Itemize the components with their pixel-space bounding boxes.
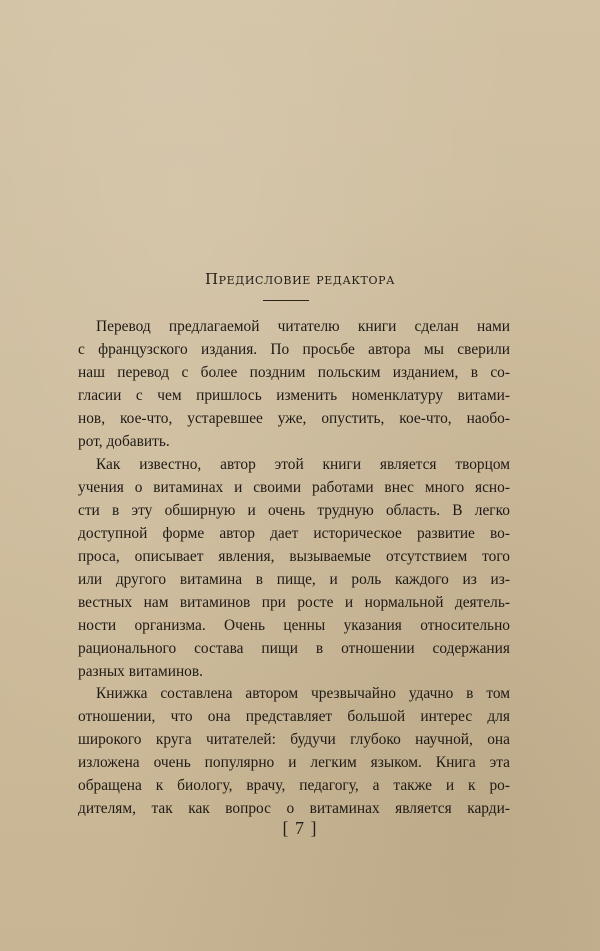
text-line: Книжка составлена автором чрезвычайно удачно в том xyxy=(96,685,510,702)
text-line: обращена к биологу, врачу, педагогу, а также и к ро- xyxy=(78,777,510,794)
text-line: доступной форме автор дает историческое развитие во- xyxy=(78,525,510,542)
text-line: нов, кое-что, устаревшее уже, опустить, кое-что, наобо- xyxy=(78,410,510,427)
text-line: гласии с чем пришлось изменить номенклатуру витами- xyxy=(78,387,510,404)
text-line: ности организма. Очень ценны указания относительно xyxy=(78,617,510,634)
text-line: учения о витаминах и своими работами внес много ясно- xyxy=(78,479,510,496)
text-line: с французского издания. По просьбе автора мы сверили xyxy=(78,341,510,358)
chapter-heading: Предисловие редактора xyxy=(204,270,396,288)
text-line: наш перевод с более поздним польским изданием, в со- xyxy=(78,364,510,381)
text-line: сти в эту обширную и очень трудную область. В легко xyxy=(78,502,510,519)
text-line: Как известно, автор этой книги является творцом xyxy=(96,456,510,473)
paragraph-1 xyxy=(78,315,510,453)
paragraph-3 xyxy=(78,682,510,820)
page-number: [ 7 ] xyxy=(282,818,318,838)
heading-divider xyxy=(263,300,309,301)
text-line: Перевод предлагаемой читателю книги сделан нами xyxy=(96,318,510,335)
text-line: или другого витамина в пище, и роль каждого из из- xyxy=(78,571,510,588)
paragraph-2 xyxy=(78,453,510,683)
text-line: проса, описывает явления, вызываемые отсутствием того xyxy=(78,548,510,565)
text-line: рот, добавить. xyxy=(78,433,170,450)
text-line: разных витаминов. xyxy=(78,663,203,680)
text-line: рационального состава пищи в отношении содержания xyxy=(78,640,510,657)
text-line: изложена очень популярно и легким языком. Книга эта xyxy=(78,754,510,771)
text-line: отношении, что она представляет большой интерес для xyxy=(78,708,510,725)
text-line: широкого круга читателей: будучи глубоко научной, она xyxy=(78,731,510,748)
text-line: дителям, так как вопрос о витаминах является карди- xyxy=(78,800,510,817)
text-line: вестных нам витаминов при росте и нормальной деятель- xyxy=(78,594,510,611)
